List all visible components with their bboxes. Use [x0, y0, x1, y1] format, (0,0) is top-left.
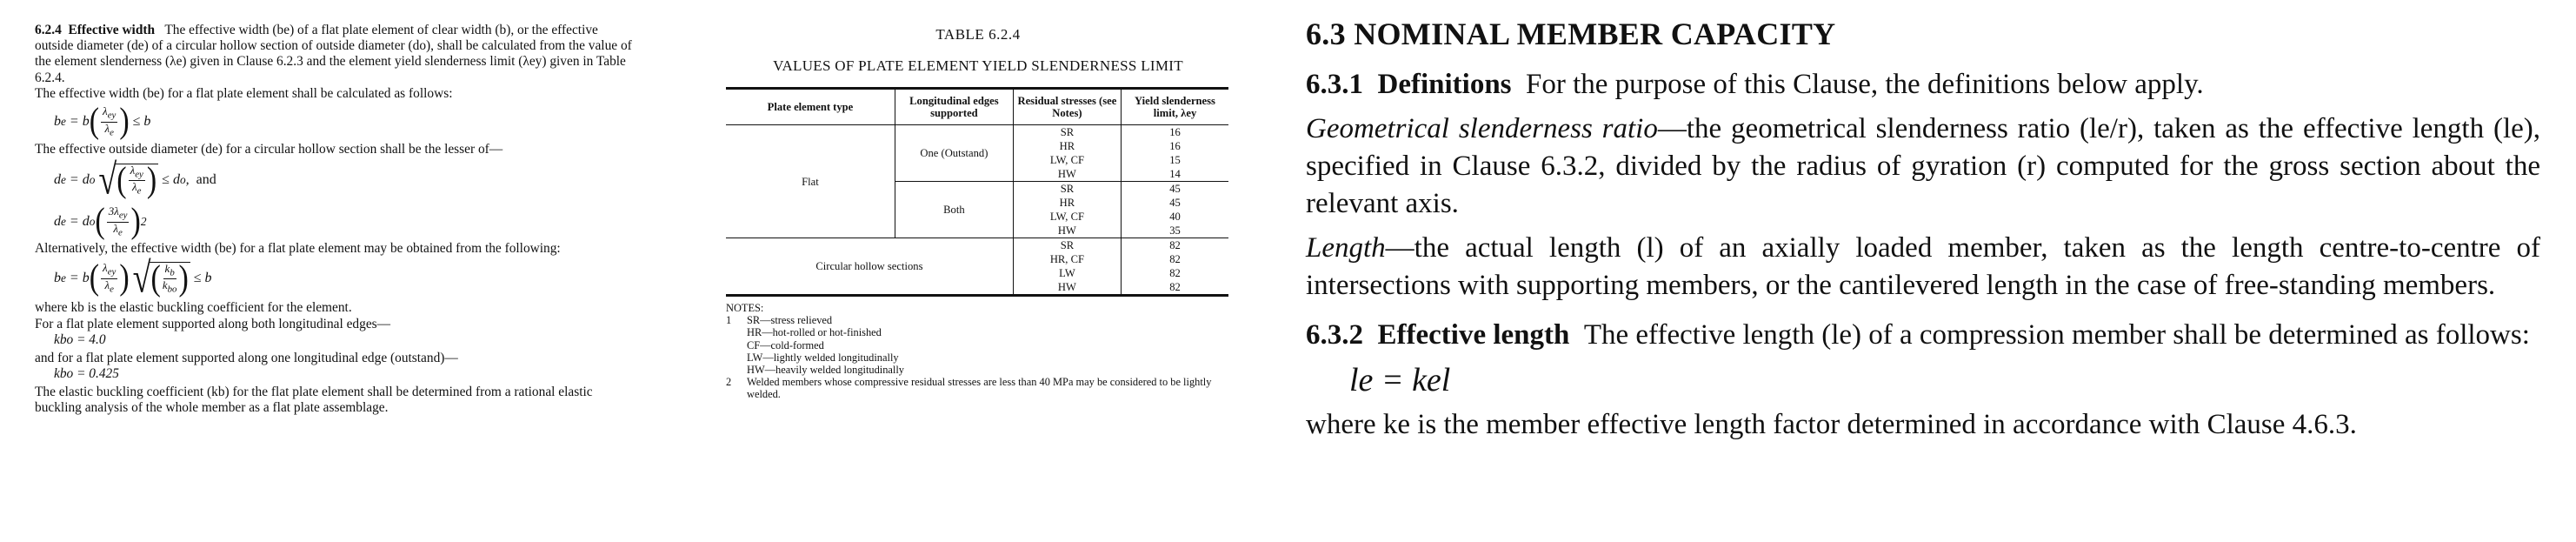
table-cell: HW	[1013, 280, 1121, 296]
notes-title: NOTES:	[726, 302, 764, 314]
table-cell: HR	[1013, 196, 1121, 210]
definitions-paragraph	[1306, 66, 2540, 104]
table-cell: HW	[1013, 167, 1121, 182]
and-text: and	[196, 172, 216, 188]
length-definition	[1306, 230, 2540, 304]
table-cell: 16	[1169, 140, 1181, 152]
table-cell: 35	[1121, 224, 1228, 238]
equation-de-1: d e = d o √ ( $\frac{\lambda_{ey}}{\lambda_e}$ ) ≤ d o , and	[54, 156, 216, 204]
equation-be: b e = b ( $\frac{\lambda_{ey}}{\lambda_e}$ ) ≤ b	[54, 102, 151, 141]
table-6-2-4	[726, 26, 1230, 401]
intro-text: The effective width (be) of a flat plate element of clear width (b), or the effective outside diameter (de) of a circular hollow section of outside diameter (do), shall be calculated from the value of the element slenderness (λe) given in Clause 6.2.3 and the element yield slenderness limit (λey) given in Table 6.2.4.	[35, 23, 632, 85]
header-plate-type: Plate element type	[726, 89, 895, 125]
kbo-both-value: kbo = 4.0	[54, 331, 106, 347]
both-edges-paragraph: For a flat plate element supported along both longitudinal edges—	[35, 316, 391, 331]
table-cell: SR	[1013, 125, 1121, 140]
note-number: 2	[726, 376, 732, 389]
cell-both: Both	[895, 182, 1013, 238]
geometrical-slenderness-definition	[1306, 110, 2540, 223]
kbo-one-value: kbo = 0.425	[54, 366, 119, 382]
table-cell: 82	[1169, 239, 1181, 251]
table-cell: LW, CF	[1013, 153, 1121, 167]
equation-be-alt: b e = b ( $\frac{\lambda_{ey}}{\lambda_e}$ ) √ ( $\frac{k_b}{k_{bo}}$ ) ≤ b	[54, 254, 212, 303]
alternative-paragraph: Alternatively, the effective width (be) for a flat plate element may be obtained from the following:	[35, 241, 561, 257]
header-yield: Yield slenderness limit, λey	[1121, 89, 1228, 125]
table-row	[726, 125, 1228, 140]
table-title: VALUES OF PLATE ELEMENT YIELD SLENDERNESS LIMIT	[773, 57, 1183, 74]
table-row	[726, 238, 1228, 253]
definitions-text: For the purpose of this Clause, the definitions below apply.	[1526, 69, 2204, 100]
cell-circular-hollow: Circular hollow sections	[726, 238, 1013, 296]
cell-flat: Flat	[726, 125, 895, 238]
table-cell: SR	[1013, 182, 1121, 197]
table-cell: 45	[1169, 197, 1181, 209]
note-1	[726, 314, 1230, 376]
term-geometrical: Geometrical slenderness ratio	[1306, 113, 1658, 144]
note-line: CF—cold-formed	[747, 338, 824, 351]
table-number: TABLE 6.2.4	[935, 26, 1021, 43]
note-2	[726, 376, 1230, 400]
final-paragraph: The elastic buckling coefficient (kb) for the flat plate element shall be determined from a rational elastic buckling analysis of the whole member as a flat plate assemblage.	[35, 385, 593, 416]
one-edge-paragraph: and for a flat plate element supported along one longitudinal edge (outstand)—	[35, 350, 458, 365]
table-cell: 82	[1169, 281, 1181, 293]
note-line: Welded members whose compressive residual stresses are less than 40 MPa may be considered to be lightly welded.	[747, 376, 1212, 401]
note-line: HR—hot-rolled or hot-finished	[747, 326, 882, 339]
clause-number: 6.2.4	[35, 23, 62, 37]
table-cell: 82	[1169, 253, 1181, 265]
note-line: HW—heavily welded longitudinally	[747, 364, 905, 377]
table-cell: HW	[1013, 224, 1121, 238]
slenderness-table	[726, 87, 1228, 297]
definitions-title: Definitions	[1377, 69, 1512, 100]
note-line: SR—stress relieved	[747, 314, 833, 327]
table-cell: HR, CF	[1013, 252, 1121, 266]
table-cell: 82	[1169, 267, 1181, 279]
cell-one-outstand: One (Outstand)	[895, 125, 1013, 182]
table-cell: LW, CF	[1013, 210, 1121, 224]
table-cell: 40	[1169, 211, 1181, 223]
effective-length-text: The effective length (le) of a compression member shall be determined as follows:	[1583, 319, 2530, 351]
note-line: LW—lightly welded longitudinally	[747, 351, 899, 364]
table-cell: HR	[1013, 139, 1121, 153]
where-kb-paragraph: where kb is the elastic buckling coefficient for the element.	[35, 300, 352, 316]
table-cell: 16	[1169, 126, 1181, 138]
clause-title: Effective width	[68, 23, 156, 37]
header-residual: Residual stresses (see Notes)	[1013, 89, 1121, 125]
geometrical-text: —the geometrical slenderness ratio (le/r), taken as the effective length (le), specified in Clause 6.3.2, divided by the radius of gyration (r) computed for the gross section about the relevant axis.	[1306, 113, 2541, 219]
section-6-3	[1306, 12, 2540, 444]
table-cell: 45	[1169, 183, 1181, 195]
table-notes	[726, 302, 1230, 401]
chs-paragraph: The effective outside diameter (de) for a circular hollow section shall be the lesser of—	[35, 142, 503, 157]
table-cell: 14	[1121, 167, 1228, 182]
effective-length-title: Effective length	[1377, 319, 1570, 351]
clause-6-2-4-intro	[35, 23, 635, 86]
table-cell: SR	[1013, 238, 1121, 253]
clause-6-2-4	[35, 23, 635, 416]
effective-length-paragraph	[1306, 317, 2540, 354]
definitions-number: 6.3.1	[1306, 69, 1363, 100]
length-text: —the actual length (l) of an axially loaded member, taken as the length centre-to-centre of intersections with supporting members, or the cantilevered length in the case of free-standing members.	[1306, 232, 2540, 301]
section-heading: 6.3 NOMINAL MEMBER CAPACITY	[1306, 17, 1836, 51]
header-edges: Longitudinal edges supported	[895, 89, 1013, 125]
term-length: Length	[1306, 232, 1386, 264]
effective-length-equation: le = kel	[1349, 361, 1451, 398]
note-number: 1	[726, 314, 732, 327]
where-ke-paragraph: where ke is the member effective length factor determined in accordance with Clause 4.6.3.	[1306, 409, 2357, 440]
flat-plate-paragraph: The effective width (be) for a flat plate element shall be calculated as follows:	[35, 85, 453, 101]
equation-de-2: d e = d o ( $\frac{3\lambda_{ey}}{\lambda_e}$ ) 2	[54, 202, 147, 241]
table-cell: LW	[1013, 266, 1121, 280]
effective-length-number: 6.3.2	[1306, 319, 1363, 351]
table-cell: 15	[1169, 154, 1181, 166]
table-header-row	[726, 89, 1228, 125]
